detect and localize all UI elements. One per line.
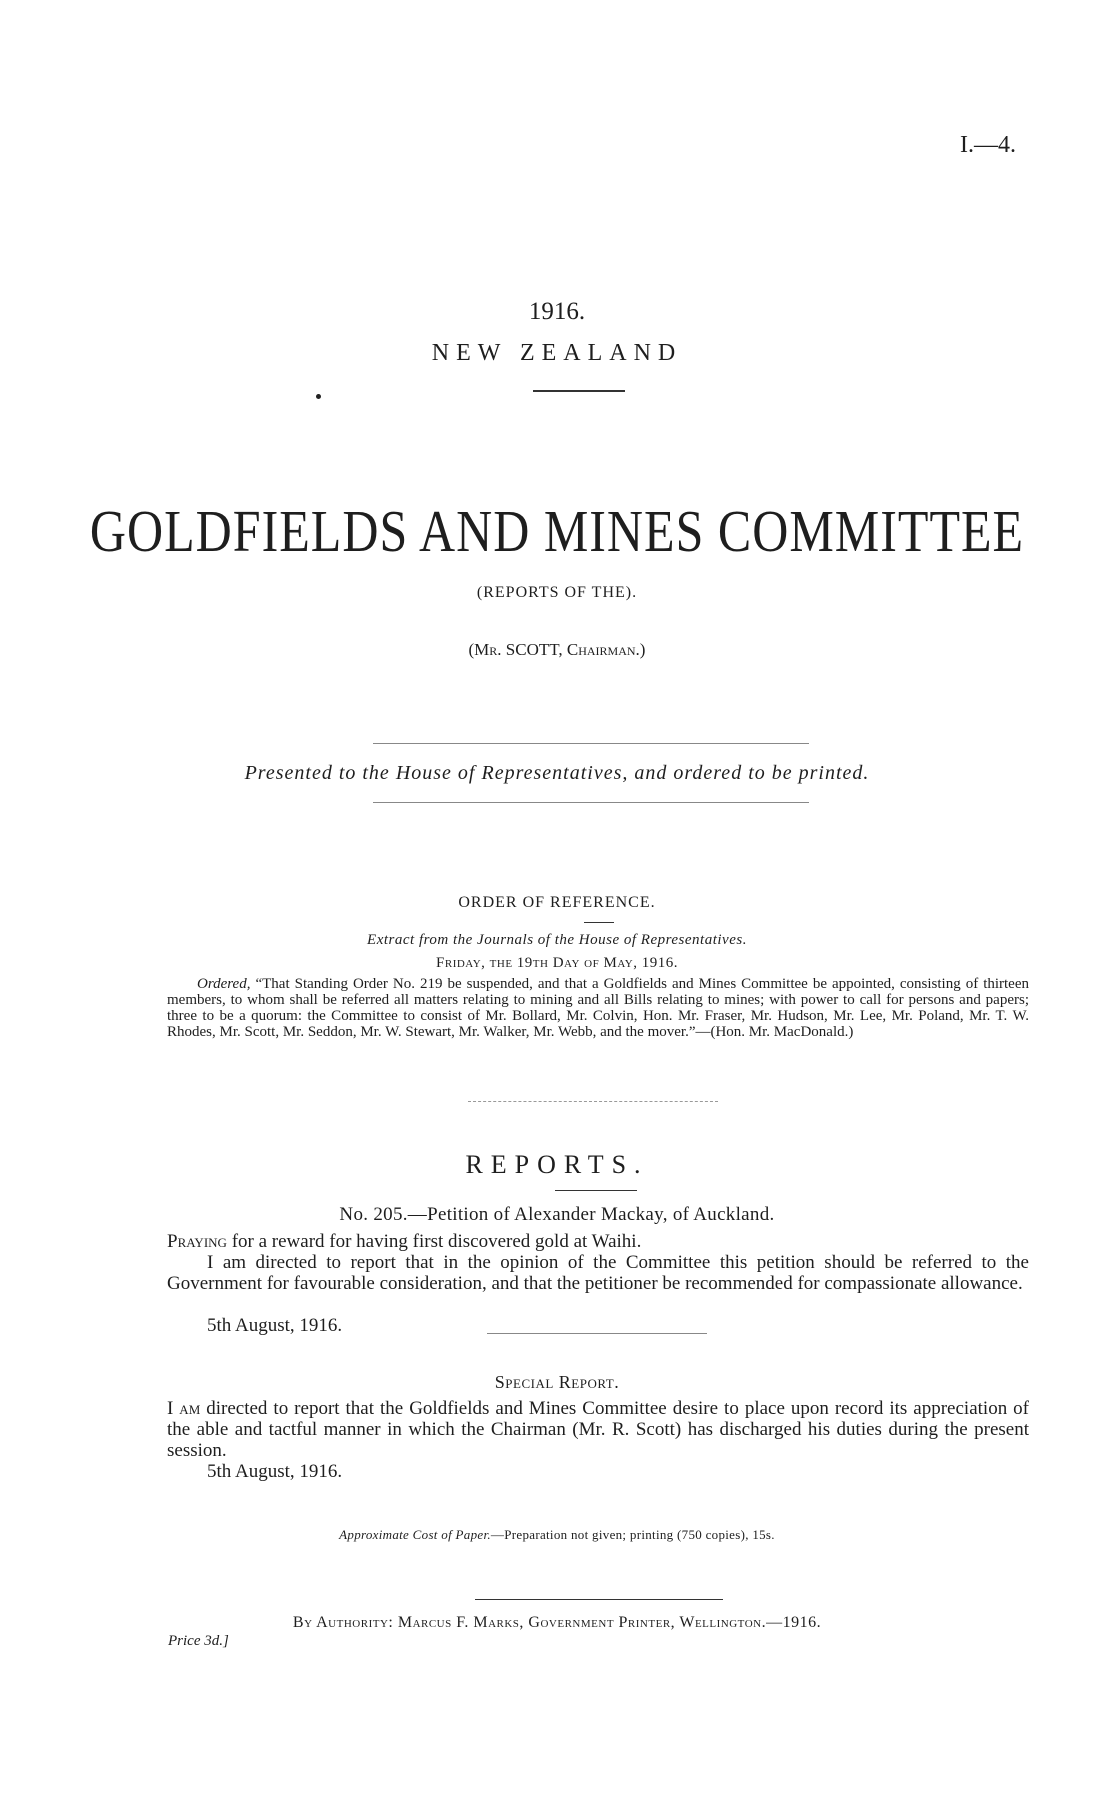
reports-heading: REPORTS. xyxy=(465,1150,649,1179)
ordered-text: “That Standing Order No. 219 be suspended, and that a Goldfields and Mines Committee be appointed, consisting of thirteen members, to whom shall be referred all matters relating to mining and all Bills relating to mines; with power to call for persons and papers; three to be a quorum: the Committee to consist of Mr. Bollard, Mr. Colvin, Hon. Mr. Fraser, Mr. Hudson, Mr. Lee, Mr. Poland, Mr. T. W. Rhodes, Mr. Scott, Mr. Seddon, Mr. W. Stewart, Mr. Walker, Mr. Webb, and the mover.”—(Hon. Mr. MacDonald.) xyxy=(167,976,1030,1040)
authority-line: By Authority: Marcus F. Marks, Government Printer, Wellington.—1916. xyxy=(292,1614,822,1631)
petition-title: No. 205.—Petition of Alexander Mackay, of Auckland. xyxy=(339,1204,775,1225)
presented-line: Presented to the House of Representatives, and ordered to be printed. xyxy=(244,762,870,784)
page-reference: I.—4. xyxy=(960,132,1016,158)
divider-order xyxy=(468,1101,718,1102)
chairman-line: (Mr. SCOTT, Chairman.) xyxy=(468,640,646,659)
petition-date: 5th August, 1916. xyxy=(207,1315,343,1336)
document-title: GOLDFIELDS AND MINES COMMITTEE xyxy=(89,497,1025,565)
special-lead: I am xyxy=(167,1398,201,1419)
divider-country xyxy=(533,390,625,392)
order-text xyxy=(167,976,1029,1040)
divider-bottom xyxy=(373,802,809,803)
country: NEW ZEALAND xyxy=(431,340,683,366)
special-text: directed to report that the Goldfields and Mines Committee desire to place upon record its appreciation of the able and tactful manner in which the Chairman (Mr. R. Scott) has discharged his duties during the present session. xyxy=(167,1398,1030,1461)
reports-heading-rule xyxy=(555,1190,637,1191)
order-extract: Extract from the Journals of the House of Representatives. xyxy=(367,932,747,948)
print-speck xyxy=(316,394,321,399)
divider-top xyxy=(373,743,809,744)
cost-label: Approximate Cost of Paper. xyxy=(339,1527,491,1542)
special-report-heading: Special Report. xyxy=(494,1372,620,1392)
ordered-label: Ordered, xyxy=(197,976,251,992)
special-report-text xyxy=(167,1398,1029,1461)
praying-label: Praying xyxy=(167,1231,227,1252)
order-heading-rule xyxy=(584,922,614,923)
special-report-date: 5th August, 1916. xyxy=(207,1461,343,1482)
petition-report: I am directed to report that in the opinion of the Committee this petition should be referred to the Government for favourable consideration, and that the petitioner be recommended for compassionate allowance. xyxy=(167,1252,1029,1294)
cost-line xyxy=(0,1527,1114,1543)
divider-footer xyxy=(475,1599,723,1600)
document-subtitle: (REPORTS OF THE). xyxy=(476,584,638,601)
divider-petition xyxy=(487,1333,707,1334)
order-date: Friday, the 19th Day of May, 1916. xyxy=(436,955,678,971)
praying-text: for a reward for having first discovered gold at Waihi. xyxy=(231,1231,642,1252)
price-note: Price 3d.] xyxy=(168,1633,229,1649)
petition-praying xyxy=(167,1231,1029,1252)
order-heading: ORDER OF REFERENCE. xyxy=(458,894,656,911)
cost-text: —Preparation not given; printing (750 copies), 15s. xyxy=(490,1527,775,1542)
year: 1916. xyxy=(528,298,586,325)
